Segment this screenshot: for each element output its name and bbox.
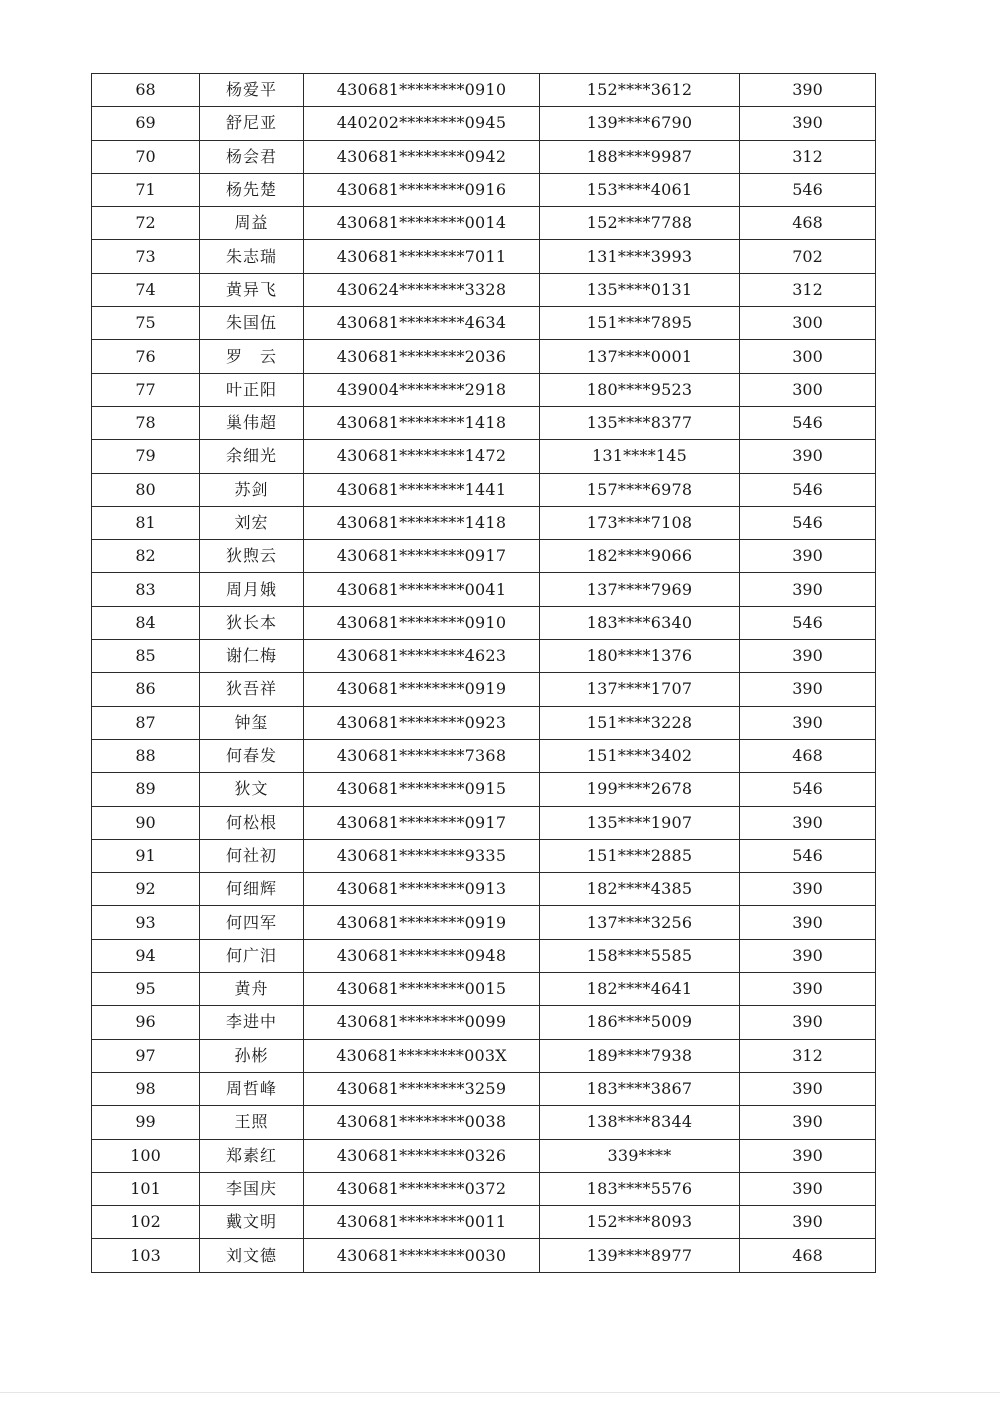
amount-cell: 390 <box>740 640 876 673</box>
row-number-cell: 95 <box>92 973 200 1006</box>
phone-number-cell: 135****1907 <box>540 806 740 839</box>
row-number-cell: 93 <box>92 906 200 939</box>
row-number-cell: 72 <box>92 207 200 240</box>
name-cell: 罗 云 <box>200 340 304 373</box>
table-row <box>92 573 876 606</box>
row-number-cell: 68 <box>92 74 200 107</box>
id-number-cell: 430681********4634 <box>304 307 540 340</box>
amount-cell: 390 <box>740 1106 876 1139</box>
row-number-cell: 100 <box>92 1139 200 1172</box>
name-cell: 狄文 <box>200 773 304 806</box>
phone-number-cell: 151****3228 <box>540 706 740 739</box>
phone-number-cell: 199****2678 <box>540 773 740 806</box>
amount-cell: 390 <box>740 873 876 906</box>
table-row <box>92 1106 876 1139</box>
id-number-cell: 430681********0038 <box>304 1106 540 1139</box>
amount-cell: 390 <box>740 1172 876 1205</box>
phone-number-cell: 188****9987 <box>540 140 740 173</box>
table-row <box>92 440 876 473</box>
table-row <box>92 74 876 107</box>
name-cell: 杨会君 <box>200 140 304 173</box>
phone-number-cell: 151****2885 <box>540 839 740 872</box>
amount-cell: 390 <box>740 939 876 972</box>
name-cell: 谢仁梅 <box>200 640 304 673</box>
name-cell: 周益 <box>200 207 304 240</box>
name-cell: 刘文德 <box>200 1239 304 1272</box>
id-number-cell: 430681********1441 <box>304 473 540 506</box>
id-number-cell: 430681********003X <box>304 1039 540 1072</box>
phone-number-cell: 173****7108 <box>540 506 740 539</box>
phone-number-cell: 186****5009 <box>540 1006 740 1039</box>
phone-number-cell: 183****5576 <box>540 1172 740 1205</box>
amount-cell: 312 <box>740 1039 876 1072</box>
name-cell: 戴文明 <box>200 1206 304 1239</box>
name-cell: 朱志瑞 <box>200 240 304 273</box>
table-row <box>92 839 876 872</box>
name-cell: 李国庆 <box>200 1172 304 1205</box>
amount-cell: 546 <box>740 173 876 206</box>
row-number-cell: 102 <box>92 1206 200 1239</box>
amount-cell: 546 <box>740 506 876 539</box>
amount-cell: 390 <box>740 973 876 1006</box>
table-row <box>92 107 876 140</box>
phone-number-cell: 152****3612 <box>540 74 740 107</box>
id-number-cell: 439004********2918 <box>304 373 540 406</box>
amount-cell: 390 <box>740 74 876 107</box>
phone-number-cell: 131****3993 <box>540 240 740 273</box>
id-number-cell: 430681********0923 <box>304 706 540 739</box>
table-row <box>92 473 876 506</box>
table-row <box>92 140 876 173</box>
name-cell: 杨先楚 <box>200 173 304 206</box>
row-number-cell: 96 <box>92 1006 200 1039</box>
name-cell: 孙彬 <box>200 1039 304 1072</box>
table-row <box>92 673 876 706</box>
table-row <box>92 739 876 772</box>
phone-number-cell: 189****7938 <box>540 1039 740 1072</box>
table-row <box>92 606 876 639</box>
row-number-cell: 94 <box>92 939 200 972</box>
id-number-cell: 430681********0014 <box>304 207 540 240</box>
id-number-cell: 430681********1472 <box>304 440 540 473</box>
table-row <box>92 1139 876 1172</box>
amount-cell: 390 <box>740 706 876 739</box>
name-cell: 黄异飞 <box>200 273 304 306</box>
row-number-cell: 77 <box>92 373 200 406</box>
id-number-cell: 430681********0942 <box>304 140 540 173</box>
name-cell: 狄煦云 <box>200 540 304 573</box>
phone-number-cell: 339**** <box>540 1139 740 1172</box>
name-cell: 刘宏 <box>200 506 304 539</box>
row-number-cell: 89 <box>92 773 200 806</box>
id-number-cell: 430681********0041 <box>304 573 540 606</box>
phone-number-cell: 182****9066 <box>540 540 740 573</box>
row-number-cell: 103 <box>92 1239 200 1272</box>
phone-number-cell: 139****8977 <box>540 1239 740 1272</box>
row-number-cell: 88 <box>92 739 200 772</box>
table-row <box>92 506 876 539</box>
phone-number-cell: 182****4641 <box>540 973 740 1006</box>
id-number-cell: 430681********0015 <box>304 973 540 1006</box>
id-number-cell: 430681********7011 <box>304 240 540 273</box>
row-number-cell: 97 <box>92 1039 200 1072</box>
row-number-cell: 78 <box>92 406 200 439</box>
row-number-cell: 92 <box>92 873 200 906</box>
id-number-cell: 430681********0915 <box>304 773 540 806</box>
amount-cell: 390 <box>740 906 876 939</box>
phone-number-cell: 131****145 <box>540 440 740 473</box>
id-number-cell: 430681********0917 <box>304 540 540 573</box>
id-number-cell: 430681********1418 <box>304 506 540 539</box>
amount-cell: 390 <box>740 1072 876 1105</box>
phone-number-cell: 180****9523 <box>540 373 740 406</box>
row-number-cell: 80 <box>92 473 200 506</box>
name-cell: 周哲峰 <box>200 1072 304 1105</box>
id-number-cell: 430681********1418 <box>304 406 540 439</box>
row-number-cell: 82 <box>92 540 200 573</box>
row-number-cell: 86 <box>92 673 200 706</box>
table-row <box>92 240 876 273</box>
row-number-cell: 90 <box>92 806 200 839</box>
row-number-cell: 69 <box>92 107 200 140</box>
id-number-cell: 440202********0945 <box>304 107 540 140</box>
name-cell: 苏剑 <box>200 473 304 506</box>
table-row <box>92 1006 876 1039</box>
id-number-cell: 430681********0913 <box>304 873 540 906</box>
phone-number-cell: 152****7788 <box>540 207 740 240</box>
row-number-cell: 98 <box>92 1072 200 1105</box>
amount-cell: 546 <box>740 773 876 806</box>
id-number-cell: 430681********0910 <box>304 606 540 639</box>
phone-number-cell: 153****4061 <box>540 173 740 206</box>
amount-cell: 468 <box>740 1239 876 1272</box>
amount-cell: 546 <box>740 606 876 639</box>
id-number-cell: 430681********0919 <box>304 673 540 706</box>
phone-number-cell: 137****0001 <box>540 340 740 373</box>
name-cell: 何四军 <box>200 906 304 939</box>
amount-cell: 390 <box>740 806 876 839</box>
table-row <box>92 373 876 406</box>
amount-cell: 300 <box>740 373 876 406</box>
phone-number-cell: 135****0131 <box>540 273 740 306</box>
table-row <box>92 706 876 739</box>
id-number-cell: 430681********0910 <box>304 74 540 107</box>
id-number-cell: 430681********9335 <box>304 839 540 872</box>
name-cell: 余细光 <box>200 440 304 473</box>
table-row <box>92 640 876 673</box>
row-number-cell: 81 <box>92 506 200 539</box>
name-cell: 李进中 <box>200 1006 304 1039</box>
name-cell: 周月娥 <box>200 573 304 606</box>
amount-cell: 390 <box>740 540 876 573</box>
name-cell: 杨爱平 <box>200 74 304 107</box>
document-page <box>91 73 875 1273</box>
name-cell: 何广汨 <box>200 939 304 972</box>
amount-cell: 390 <box>740 1139 876 1172</box>
table-row <box>92 1239 876 1272</box>
row-number-cell: 74 <box>92 273 200 306</box>
phone-number-cell: 151****3402 <box>540 739 740 772</box>
amount-cell: 390 <box>740 573 876 606</box>
table-row <box>92 207 876 240</box>
table-row <box>92 873 876 906</box>
phone-number-cell: 183****3867 <box>540 1072 740 1105</box>
row-number-cell: 71 <box>92 173 200 206</box>
amount-cell: 546 <box>740 839 876 872</box>
name-cell: 郑素红 <box>200 1139 304 1172</box>
name-cell: 狄吾祥 <box>200 673 304 706</box>
roster-table <box>91 73 876 1273</box>
amount-cell: 390 <box>740 440 876 473</box>
name-cell: 朱国伍 <box>200 307 304 340</box>
amount-cell: 702 <box>740 240 876 273</box>
phone-number-cell: 152****8093 <box>540 1206 740 1239</box>
table-row <box>92 173 876 206</box>
name-cell: 巢伟超 <box>200 406 304 439</box>
name-cell: 何松根 <box>200 806 304 839</box>
amount-cell: 546 <box>740 473 876 506</box>
table-row <box>92 1072 876 1105</box>
phone-number-cell: 135****8377 <box>540 406 740 439</box>
table-row <box>92 1206 876 1239</box>
amount-cell: 390 <box>740 673 876 706</box>
phone-number-cell: 182****4385 <box>540 873 740 906</box>
table-row <box>92 406 876 439</box>
name-cell: 狄长本 <box>200 606 304 639</box>
amount-cell: 312 <box>740 140 876 173</box>
table-row <box>92 340 876 373</box>
phone-number-cell: 183****6340 <box>540 606 740 639</box>
phone-number-cell: 137****7969 <box>540 573 740 606</box>
name-cell: 何社初 <box>200 839 304 872</box>
amount-cell: 300 <box>740 307 876 340</box>
row-number-cell: 91 <box>92 839 200 872</box>
id-number-cell: 430681********0916 <box>304 173 540 206</box>
id-number-cell: 430681********7368 <box>304 739 540 772</box>
row-number-cell: 73 <box>92 240 200 273</box>
row-number-cell: 70 <box>92 140 200 173</box>
table-row <box>92 1172 876 1205</box>
amount-cell: 390 <box>740 107 876 140</box>
row-number-cell: 84 <box>92 606 200 639</box>
row-number-cell: 83 <box>92 573 200 606</box>
name-cell: 何春发 <box>200 739 304 772</box>
id-number-cell: 430681********0919 <box>304 906 540 939</box>
row-number-cell: 79 <box>92 440 200 473</box>
name-cell: 黄舟 <box>200 973 304 1006</box>
roster-table-body <box>92 74 876 1273</box>
id-number-cell: 430681********0099 <box>304 1006 540 1039</box>
name-cell: 舒尼亚 <box>200 107 304 140</box>
table-row <box>92 806 876 839</box>
id-number-cell: 430624********3328 <box>304 273 540 306</box>
row-number-cell: 85 <box>92 640 200 673</box>
row-number-cell: 99 <box>92 1106 200 1139</box>
row-number-cell: 76 <box>92 340 200 373</box>
phone-number-cell: 158****5585 <box>540 939 740 972</box>
table-row <box>92 773 876 806</box>
phone-number-cell: 157****6978 <box>540 473 740 506</box>
table-row <box>92 273 876 306</box>
id-number-cell: 430681********3259 <box>304 1072 540 1105</box>
table-row <box>92 540 876 573</box>
amount-cell: 468 <box>740 739 876 772</box>
amount-cell: 546 <box>740 406 876 439</box>
id-number-cell: 430681********0948 <box>304 939 540 972</box>
id-number-cell: 430681********0917 <box>304 806 540 839</box>
id-number-cell: 430681********2036 <box>304 340 540 373</box>
table-row <box>92 973 876 1006</box>
amount-cell: 312 <box>740 273 876 306</box>
id-number-cell: 430681********0372 <box>304 1172 540 1205</box>
phone-number-cell: 151****7895 <box>540 307 740 340</box>
phone-number-cell: 137****3256 <box>540 906 740 939</box>
table-row <box>92 906 876 939</box>
amount-cell: 468 <box>740 207 876 240</box>
page-bottom-edge <box>0 1392 1000 1393</box>
id-number-cell: 430681********0030 <box>304 1239 540 1272</box>
table-row <box>92 307 876 340</box>
row-number-cell: 87 <box>92 706 200 739</box>
name-cell: 叶正阳 <box>200 373 304 406</box>
amount-cell: 390 <box>740 1206 876 1239</box>
name-cell: 王照 <box>200 1106 304 1139</box>
id-number-cell: 430681********4623 <box>304 640 540 673</box>
amount-cell: 300 <box>740 340 876 373</box>
row-number-cell: 75 <box>92 307 200 340</box>
phone-number-cell: 180****1376 <box>540 640 740 673</box>
phone-number-cell: 138****8344 <box>540 1106 740 1139</box>
name-cell: 何细辉 <box>200 873 304 906</box>
row-number-cell: 101 <box>92 1172 200 1205</box>
id-number-cell: 430681********0011 <box>304 1206 540 1239</box>
phone-number-cell: 137****1707 <box>540 673 740 706</box>
amount-cell: 390 <box>740 1006 876 1039</box>
table-row <box>92 939 876 972</box>
phone-number-cell: 139****6790 <box>540 107 740 140</box>
table-row <box>92 1039 876 1072</box>
name-cell: 钟玺 <box>200 706 304 739</box>
id-number-cell: 430681********0326 <box>304 1139 540 1172</box>
